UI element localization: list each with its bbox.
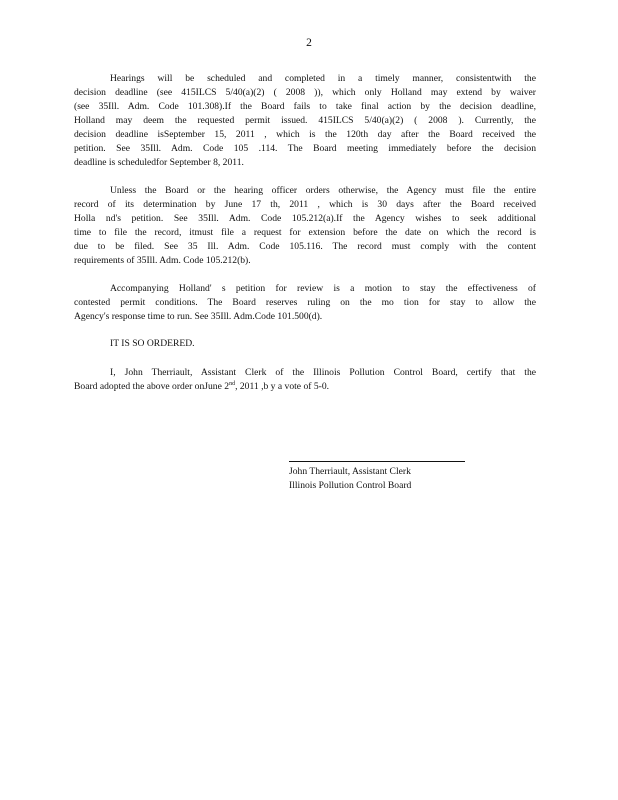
text-line: Hearings will be scheduled and completed in a timely manner, consistentwith the [110,73,536,84]
text-line: Unless the Board or the hearing officer orders otherwise, the Agency must file the entire [110,185,536,196]
text-line [74,380,536,394]
ordinal-suffix: nd [229,380,236,387]
signer-organization: Illinois Pollution Control Board [289,480,412,491]
text-line: Accompanying Holland' s petition for review is a motion to stay the effectiveness of [110,283,536,294]
text-line: (see 35Ill. Adm. Code 101.308).If the Board fails to take final action by the decision deadline, [74,101,536,112]
text-line: decision deadline isSeptember 15, 2011 , which is the 120th day after the Board received the [74,129,536,140]
text-line: IT IS SO ORDERED. [110,338,195,349]
signer-name: John Therriault, Assistant Clerk [289,466,411,477]
page-number: 2 [306,37,312,49]
text-line: Agency's response time to run. See 35Ill. Adm.Code 101.500(d). [74,311,323,322]
text-line: petition. See 35Ill. Adm. Code 105 .114. The Board meeting immediately before the decision [74,143,536,154]
text-line: record of its determination by June 17 th, 2011 , which is 30 days after the Board received [74,199,536,210]
paragraph-motion-stay [74,282,536,324]
text-line: due to be filed. See 35 Ill. Adm. Code 105.116. The record must comply with the content [74,241,536,252]
signature-line [289,461,465,462]
certification-vote-text: , 2011 ,b y a vote of 5-0. [235,381,330,392]
text-line: requirements of 35Ill. Adm. Code 105.212(b). [74,255,251,266]
text-line: decision deadline (see 415ILCS 5/40(a)(2) ( 2008 )), which only Holland may extend by waiver [74,87,536,98]
text-line: contested permit conditions. The Board reserves ruling on the mo tion for stay to allow the [74,297,536,308]
text-line: deadline is scheduledfor September 8, 2011. [74,157,244,168]
text-line: I, John Therriault, Assistant Clerk of the Illinois Pollution Control Board, certify that the [110,367,536,378]
text-line: time to file the record, itmust file a request for extension before the date on which the record is [74,227,536,238]
paragraph-so-ordered [74,337,536,351]
paragraph-record [74,184,536,268]
paragraph-certification [74,366,536,394]
text-line: Holla nd's petition. See 35Ill. Adm. Code 105.212(a).If the Agency wishes to seek additional [74,213,536,224]
signature-block [289,465,411,493]
paragraph-hearings [74,72,536,170]
certification-date-text: Board adopted the above order onJune 2 [74,381,230,392]
text-line: Holland may deem the requested permit issued. 415ILCS 5/40(a)(2) ( 2008 ). Currently, the [74,115,536,126]
